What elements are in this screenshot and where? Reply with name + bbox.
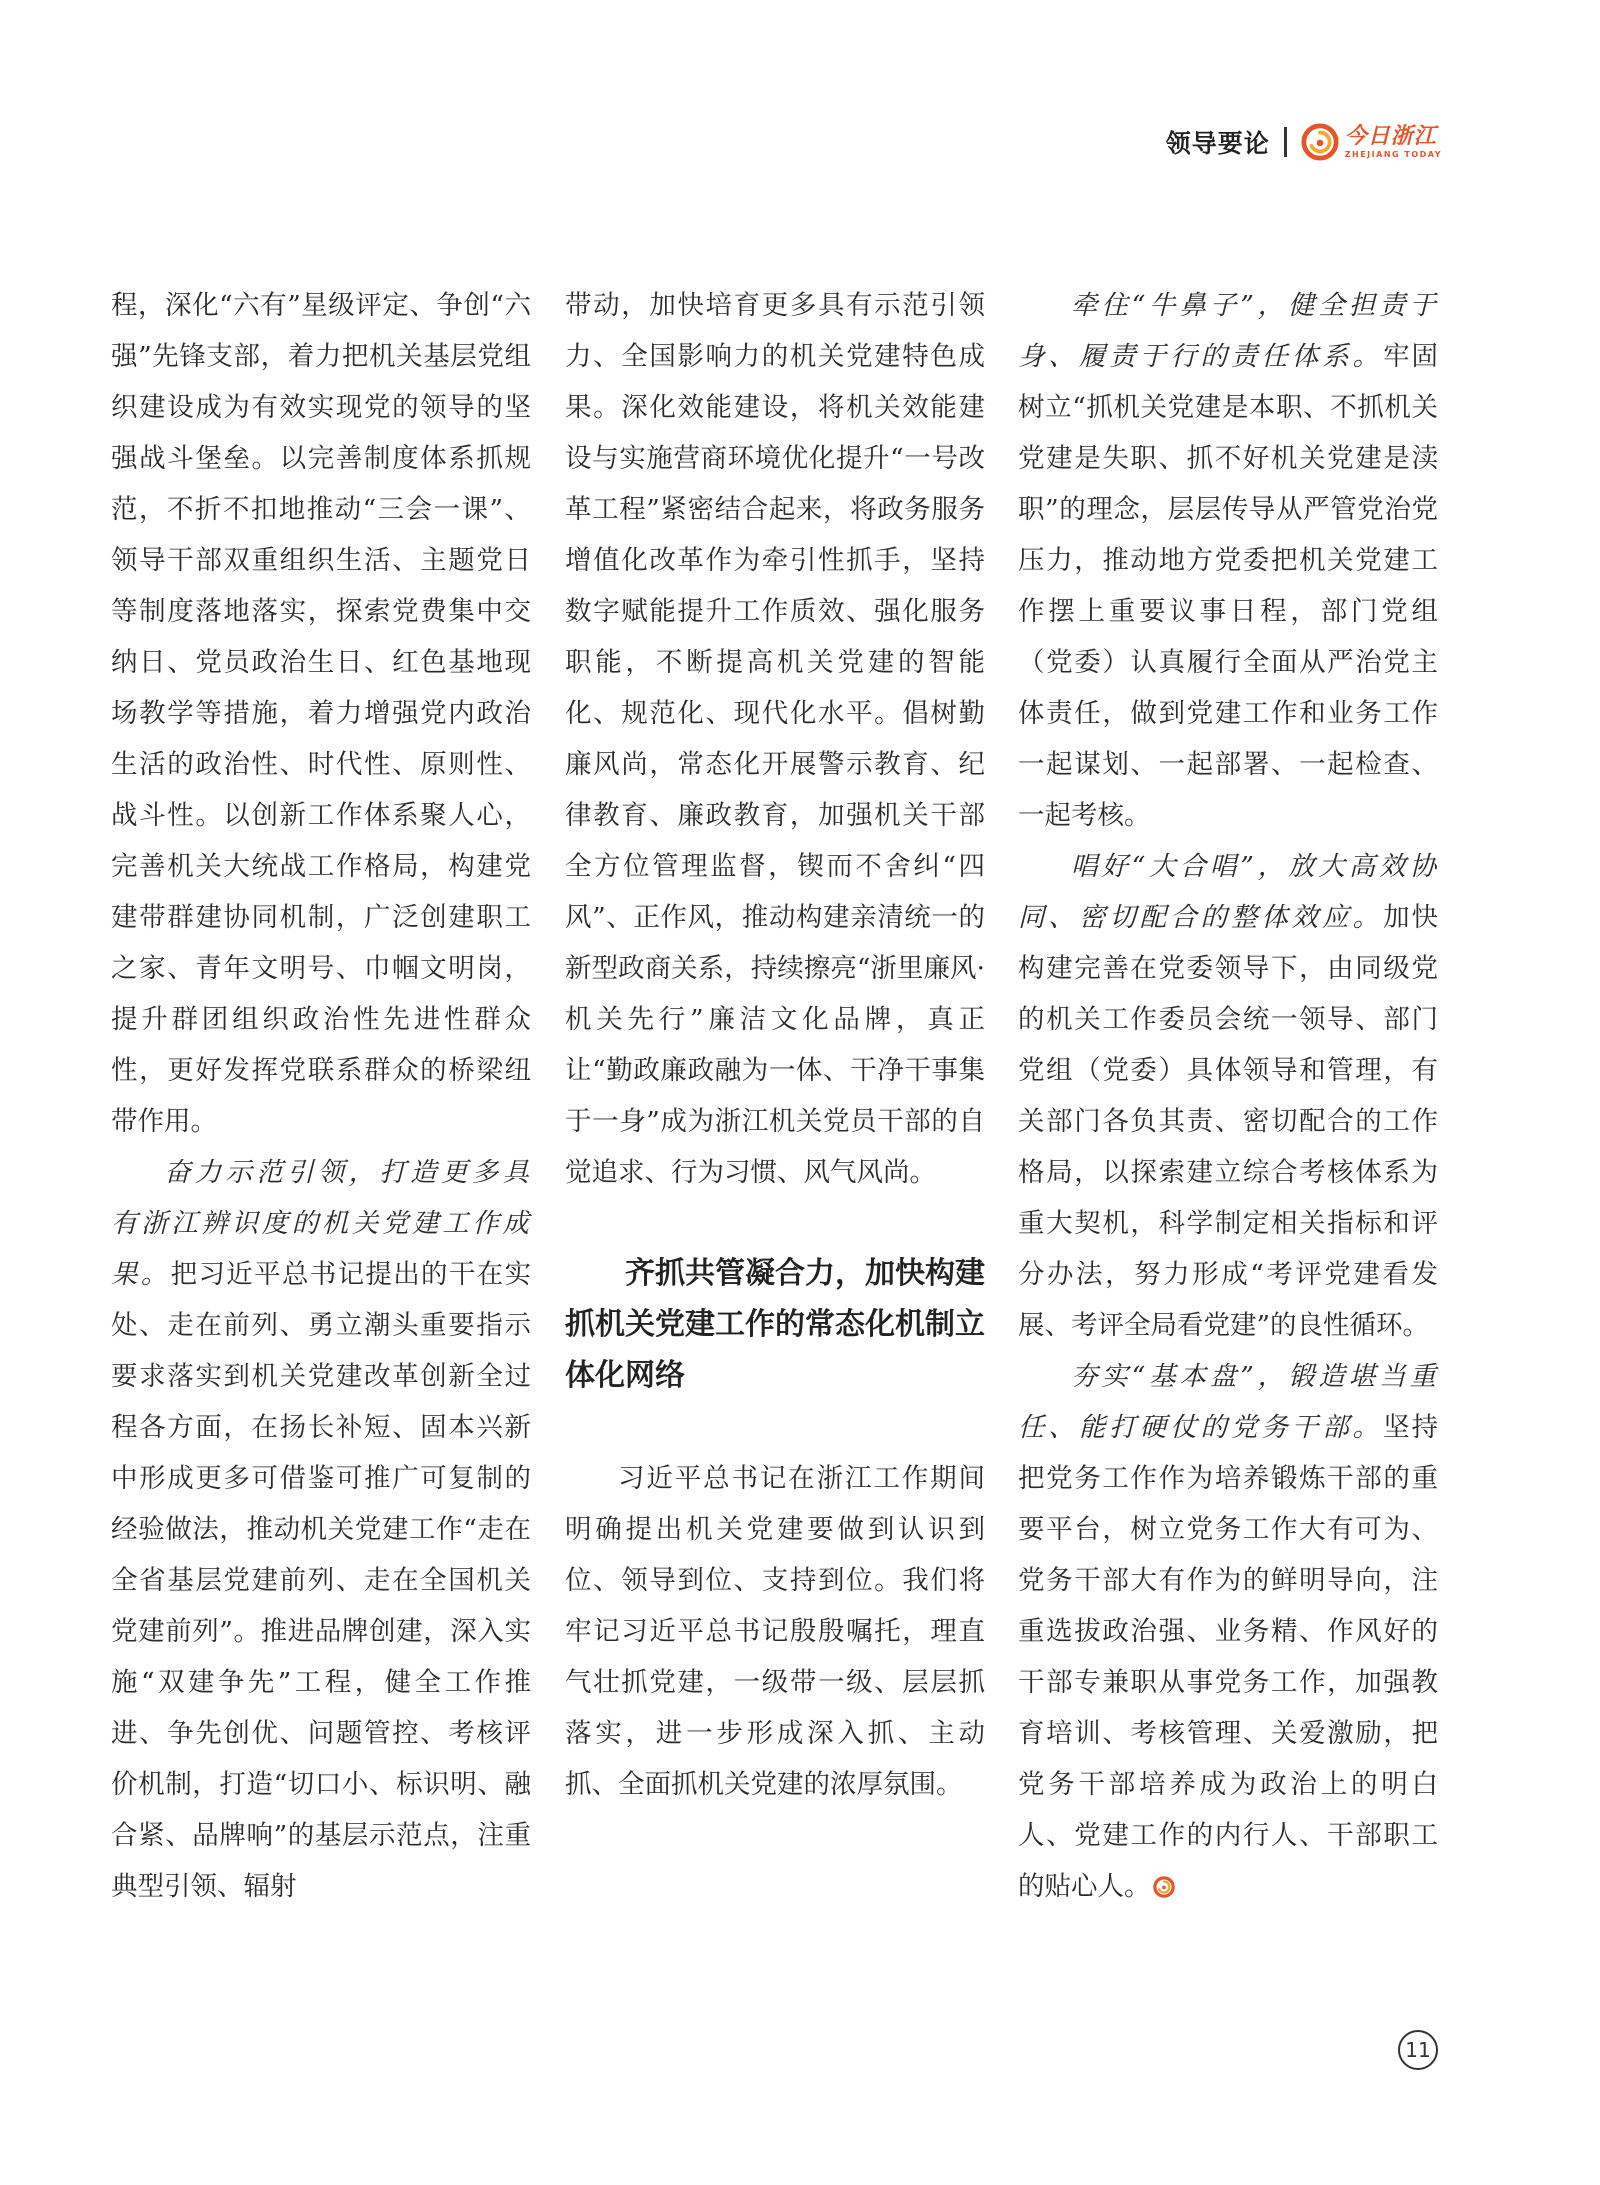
paragraph: 习近平总书记在浙江工作期间明确提出机关党建要做到认识到位、领导到位、支持到位。我们将牢记习近平总书记殷殷嘱托，理直气壮抓党建，一级带一级、层层抓落实，进一步形成深入抓、主动抓、全面抓机关党建的浓厚氛围。 <box>565 1463 985 1800</box>
paragraph <box>1018 841 1438 1351</box>
paragraph <box>111 1147 531 1912</box>
paragraph-lead: 唱好“大合唱”，放大高效协同、密切配合的整体效应。 <box>1018 851 1438 933</box>
paragraph-body: 把习近平总书记提出的干在实处、走在前列、勇立潮头重要指示要求落实到机关党建改革创新全过程各方面，在扬长补短、固本兴新中形成更多可借鉴可推广可复制的经验做法，推动机关党建工作“走在全省基层党建前列、走在全国机关党建前列”。推进品牌创建，深入实施“双建争先”工程，健全工作推进、争先创优、问题管控、考核评价机制，打造“切口小、标识明、融合紧、品牌响”的基层示范点，注重典型引领、辐射 <box>111 1259 532 1902</box>
paragraph <box>1018 1351 1438 1912</box>
column-3 <box>1018 280 1438 1912</box>
column-2 <box>565 280 985 1810</box>
publication-logo <box>1301 123 1442 161</box>
paragraph-lead: 奋力示范引领，打造更多具有浙江辨识度的机关党建工作成果。 <box>111 1157 531 1290</box>
logo-title: 今日浙江 <box>1344 123 1437 149</box>
page-number-text: 11 <box>1405 2038 1431 2062</box>
zhejiang-today-logo-icon <box>1301 123 1339 161</box>
paragraph-lead: 牵住“牛鼻子”，健全担责于身、履责于行的责任体系。 <box>1018 290 1438 372</box>
paragraph: 程，深化“六有”星级评定、争创“六强”先锋支部，着力把机关基层党组织建设成为有效实现党的领导的坚强战斗堡垒。以完善制度体系抓规范，不折不扣地推动“三会一课”、领导干部双重组织生活、主题党日等制度落地落实，探索党费集中交纳日、党员政治生日、红色基地现场教学等措施，着力增强党内政治生活的政治性、时代性、原则性、战斗性。以创新工作体系聚人心，完善机关大统战工作格局，构建党建带群建协同机制，广泛创建职工之家、青年文明号、巾帼文明岗，提升群团组织政治性先进性群众性，更好发挥党联系群众的桥梁纽带作用。 <box>111 290 531 1137</box>
paragraph-body: 加快构建完善在党委领导下，由同级党的机关工作委员会统一领导、部门党组（党委）具体领导和管理，有关部门各负其责、密切配合的工作格局，以探索建立综合考核体系为重大契机，科学制定相关指标和评分办法，努力形成“考评党建看发展、考评全局看党建”的良性循环。 <box>1018 902 1439 1341</box>
paragraph-lead: 夯实“基本盘”，锻造堪当重任、能打硬仗的党务干部。 <box>1018 1361 1438 1443</box>
logo-subtitle: ZHEJIANG TODAY <box>1344 149 1442 159</box>
paragraph: 带动，加快培育更多具有示范引领力、全国影响力的机关党建特色成果。深化效能建设，将机关效能建设与实施营商环境优化提升“一号改革工程”紧密结合起来，将政务服务增值化改革作为牵引性抓手，坚持数字赋能提升工作质效、强化服务职能，不断提高机关党建的智能化、规范化、现代化水平。倡树勤廉风尚，常态化开展警示教育、纪律教育、廉政教育，加强机关干部全方位管理监督，锲而不舍纠“四风”、正作风，推动构建亲清统一的新型政商关系，持续擦亮“浙里廉风·机关先行”廉洁文化品牌，真正让“勤政廉政融为一体、干净干事集于一身”成为浙江机关党员干部的自觉追求、行为习惯、风气风尚。 <box>565 290 985 1188</box>
section-heading: 齐抓共管凝合力，加快构建抓机关党建工作的常态化机制立体化网络 <box>565 1256 985 1393</box>
paragraph-body: 牢固树立“抓机关党建是本职、不抓机关党建是失职、抓不好机关党建是渎职”的理念，层层传导从严管党治党压力，推动地方党委把机关党建工作摆上重要议事日程，部门党组（党委）认真履行全面从严治党主体责任，做到党建工作和业务工作一起谋划、一起部署、一起检查、一起考核。 <box>1018 341 1439 831</box>
section-label: 领导要论 <box>1165 129 1270 158</box>
page-header <box>1166 118 1442 166</box>
logo-text <box>1344 123 1442 159</box>
end-of-article-icon <box>1153 1876 1175 1898</box>
paragraph <box>1018 280 1438 841</box>
column-1 <box>111 280 531 1912</box>
paragraph-body: 坚持把党务工作作为培养锻炼干部的重要平台，树立党务工作大有可为、党务干部大有作为的鲜明导向，注重选拔政治强、业务精、作风好的干部专兼职从事党务工作，加强教育培训、考核管理、关爱激励，把党务干部培养成为政治上的明白人、党建工作的内行人、干部职工的贴心人。 <box>1018 1412 1439 1902</box>
page-number <box>1398 2030 1438 2070</box>
header-divider <box>1284 127 1287 157</box>
